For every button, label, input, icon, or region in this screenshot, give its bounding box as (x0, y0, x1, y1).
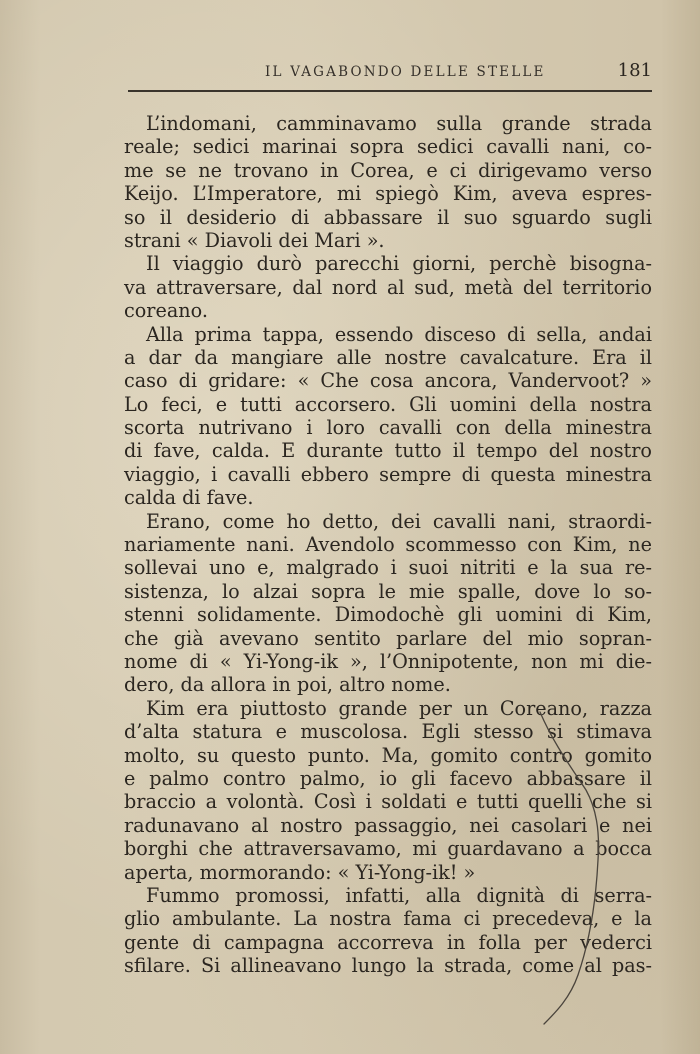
text-line: va attraversare, dal nord al sud, metà del territorio (124, 275, 652, 299)
text-line: d’alta statura e muscolosa. Egli stesso si stimava (124, 720, 652, 744)
text-line: nariamente nani. Avendolo scommesso con Kim, ne (124, 533, 652, 557)
text-line: viaggio, i cavalli ebbero sempre di questa minestra (124, 462, 652, 486)
text-line: borghi che attraversavamo, mi guardavano a bocca (124, 837, 652, 861)
text-line: a dar da mangiare alle nostre cavalcature. Era il (124, 345, 652, 369)
text-line: e palmo contro palmo, io gli facevo abbassare il (124, 766, 652, 790)
text-line: Kim era piuttosto grande per un Coreano, razza (146, 696, 652, 720)
text-line: molto, su questo punto. Ma, gomito contro gomito (124, 743, 652, 767)
page-number: 181 (617, 60, 652, 81)
text-line: gente di campagna accorreva in folla per vederci (124, 930, 652, 954)
text-line: aperta, mormorando: « Yi-Yong-ik! » (124, 860, 476, 884)
text-line: sistenza, lo alzai sopra le mie spalle, dove lo so- (124, 579, 652, 603)
text-line: nome di « Yi-Yong-ik », l’Onnipotente, non mi die- (124, 649, 652, 673)
text-line: sfilare. Si allineavano lungo la strada, come al pas- (124, 954, 652, 978)
text-line: scorta nutrivano i loro cavalli con della minestra (124, 416, 652, 440)
text-line: radunavano al nostro passaggio, nei casolari e nei (124, 813, 652, 837)
text-line: Alla prima tappa, essendo disceso di sella, andai (146, 322, 652, 346)
text-line: Lo feci, e tutti accorsero. Gli uomini della nostra (124, 392, 652, 416)
text-line: braccio a volontà. Così i soldati e tutti quelli che si (124, 790, 652, 814)
text-line: Il viaggio durò parecchi giorni, perchè bisogna- (146, 252, 652, 276)
running-title: IL VAGABONDO DELLE STELLE (265, 64, 546, 80)
text-line: Fummo promossi, infatti, alla dignità di serra- (146, 883, 652, 907)
text-line: sollevai uno e, malgrado i suoi nitriti e la sua re- (124, 556, 652, 580)
text-line: me se ne trovano in Corea, e ci dirigevamo verso (124, 158, 652, 182)
text-line: Erano, come ho detto, dei cavalli nani, straordi- (146, 509, 652, 533)
text-line: glio ambulante. La nostra fama ci precedeva, e la (124, 907, 652, 931)
text-line: Keijo. L’Imperatore, mi spiegò Kim, aveva espres- (124, 182, 652, 206)
text-line: L’indomani, camminavamo sulla grande strada (146, 112, 652, 135)
text-line: che già avevano sentito parlare del mio sopran- (124, 626, 652, 650)
text-line: strani « Diavoli dei Mari ». (124, 228, 385, 252)
text-line: stenni solidamente. Dimodochè gli uomini di Kim, (124, 603, 652, 627)
text-line: dero, da allora in poi, altro nome. (124, 673, 451, 697)
page-header (125, 60, 652, 84)
body-text (124, 112, 652, 977)
text-line: reale; sedici marinai sopra sedici cavalli nani, co- (124, 135, 652, 159)
text-line: calda di fave. (124, 486, 254, 510)
header-rule (128, 90, 652, 92)
text-line: so il desiderio di abbassare il suo sguardo sugli (124, 205, 652, 229)
text-line: coreano. (124, 299, 208, 323)
text-line: di fave, calda. E durante tutto il tempo del nostro (124, 439, 652, 463)
text-line: caso di gridare: « Che cosa ancora, Vandervoot? » (124, 369, 652, 393)
